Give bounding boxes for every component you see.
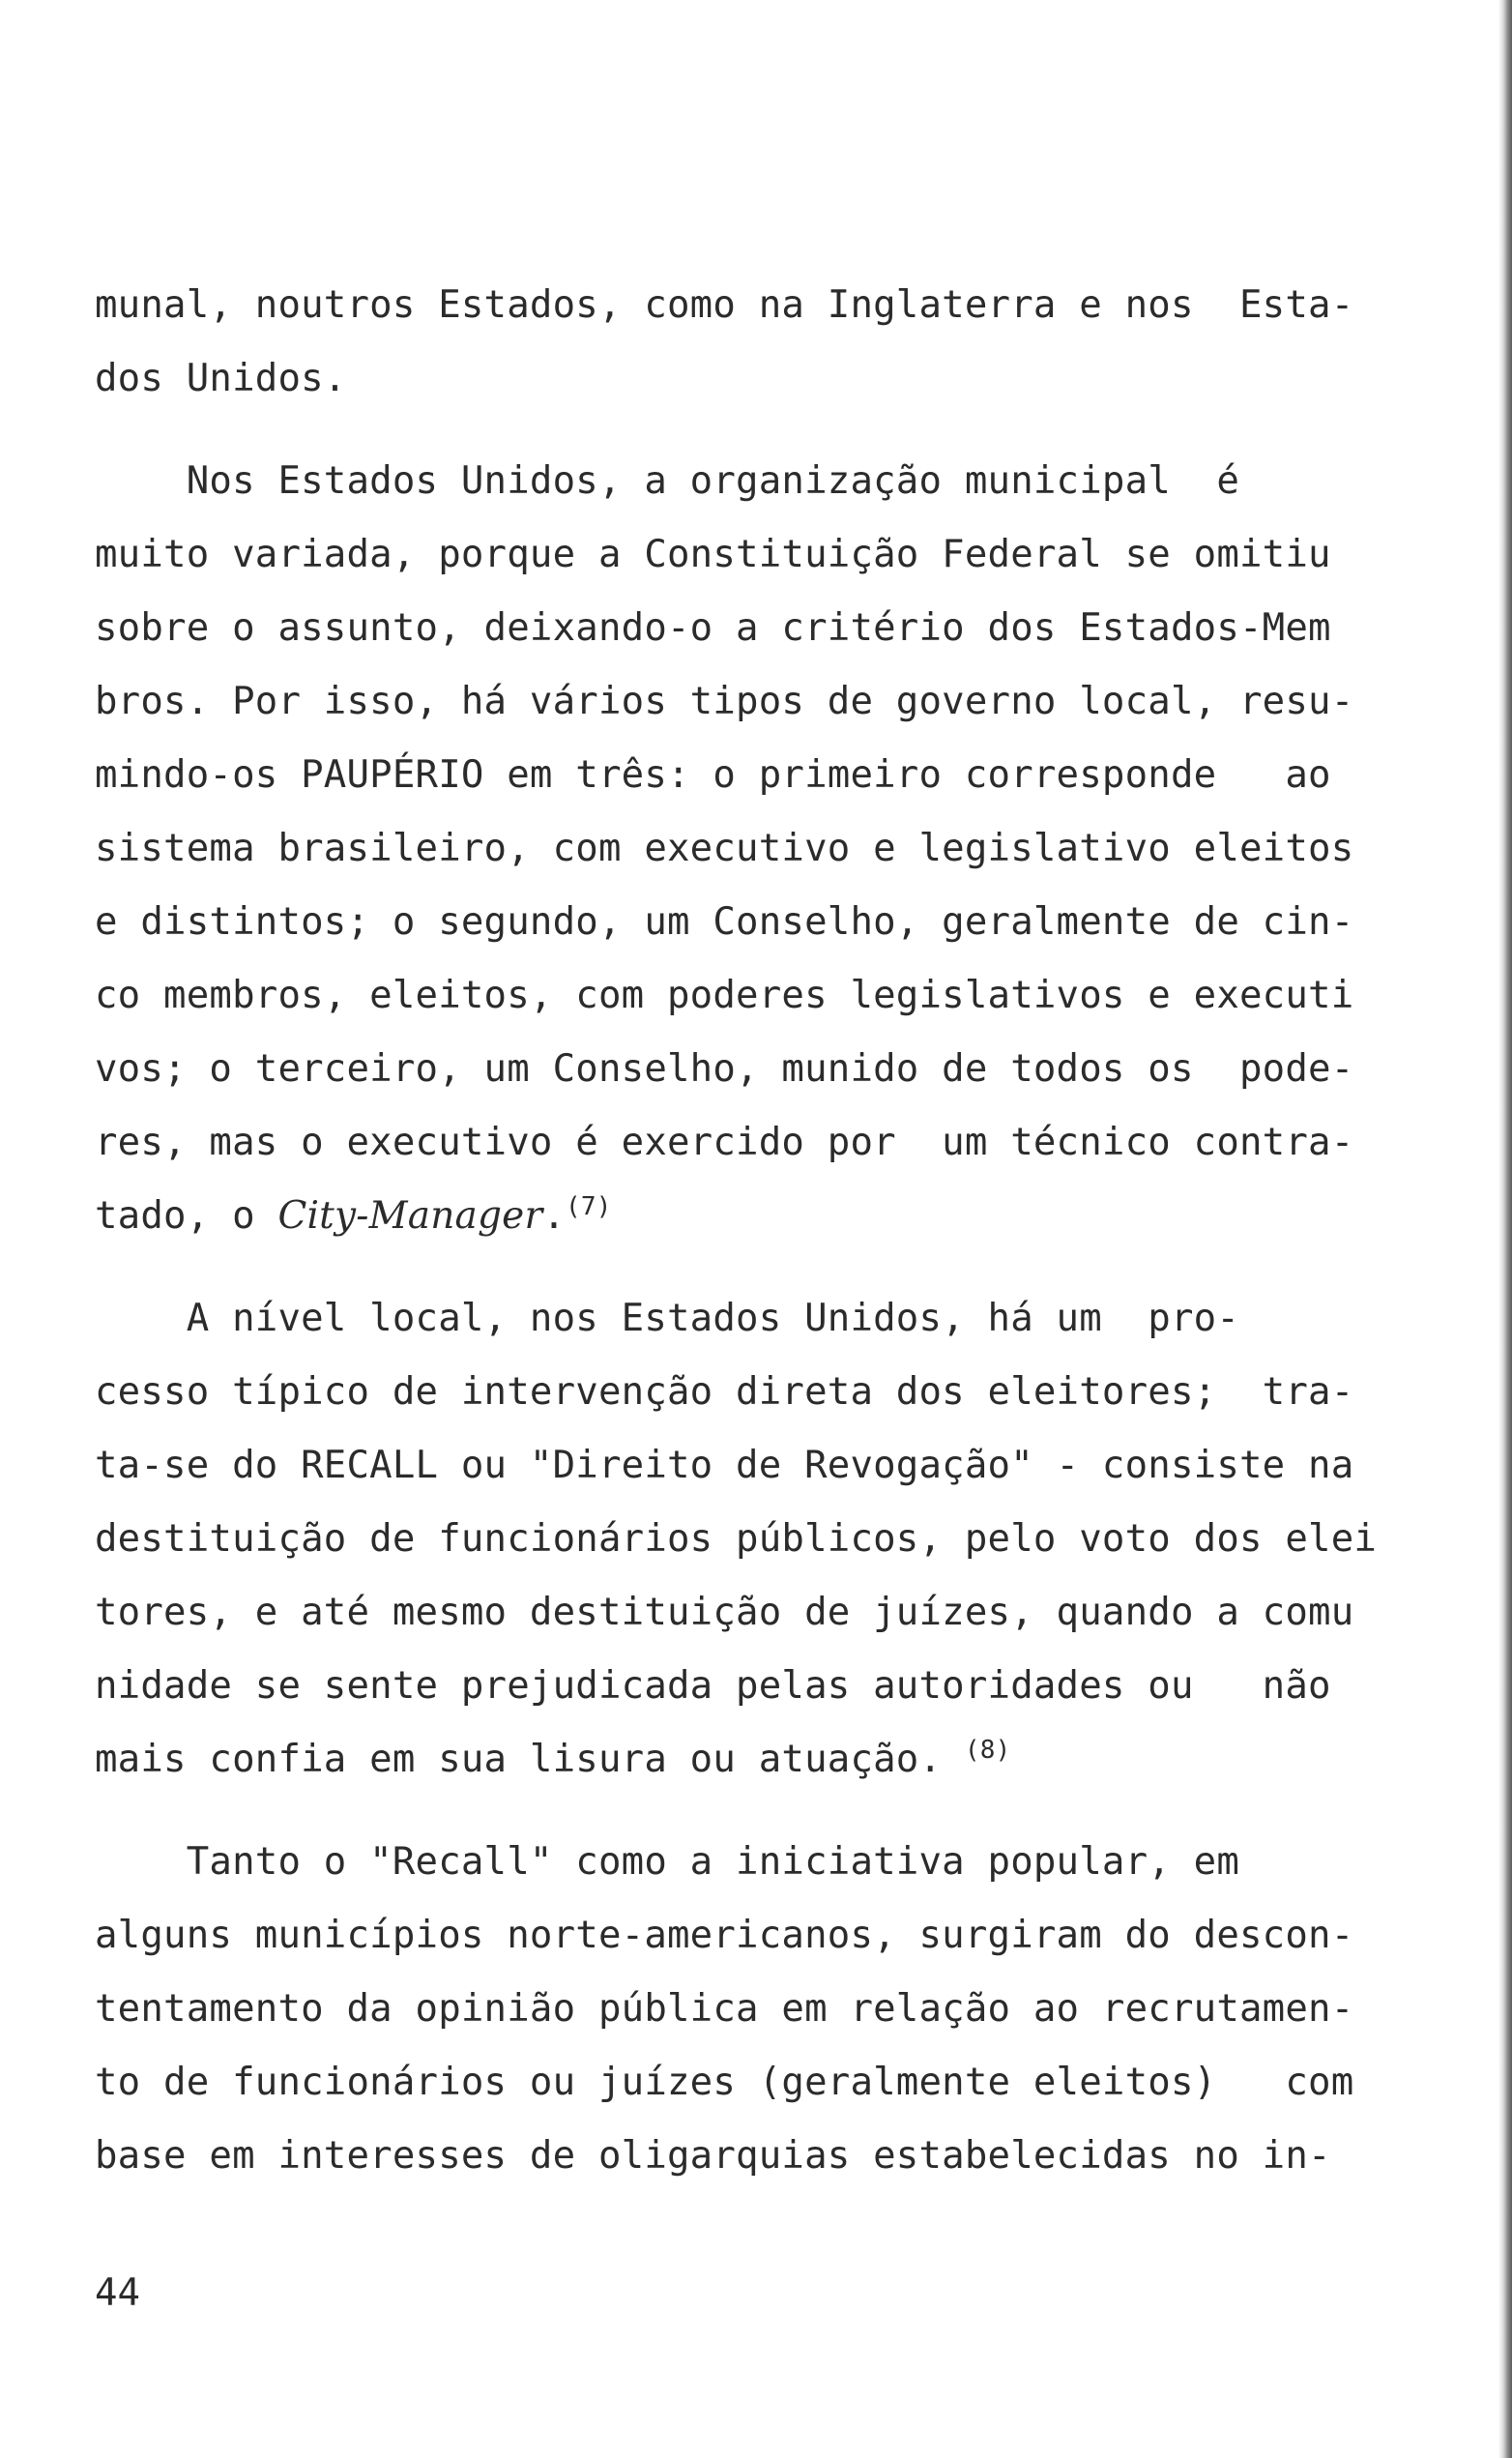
text-line: nidade se sente prejudicada pelas autoridades ou não	[95, 1664, 1331, 1708]
page-number: 44	[95, 2271, 140, 2315]
text-line: sistema brasileiro, com executivo e legislativo eleitos	[95, 827, 1354, 870]
text-segment: tado, o	[95, 1194, 278, 1238]
footnote-reference: (8)	[964, 1736, 1011, 1765]
paragraph-3	[95, 1282, 1448, 1797]
text-line: ta-se do RECALL ou "Direito de Revogação" - consiste na	[95, 1444, 1354, 1487]
text-line: muito variada, porque a Constituição Federal se omitiu	[95, 533, 1331, 576]
text-line: cesso típico de intervenção direta dos eleitores; tra-	[95, 1370, 1354, 1414]
paragraph-4	[95, 1826, 1448, 2193]
page-binding-edge	[1498, 0, 1512, 2458]
text-line: tores, e até mesmo destituição de juízes, quando a comu	[95, 1591, 1354, 1634]
text-line: bros. Por isso, há vários tipos de governo local, resu-	[95, 680, 1354, 723]
text-line: co membros, eleitos, com poderes legislativos e executi	[95, 974, 1354, 1017]
text-line: sobre o assunto, deixando-o a critério dos Estados-Mem	[95, 606, 1331, 650]
text-line: A nível local, nos Estados Unidos, há um pro-	[95, 1297, 1239, 1340]
text-line: to de funcionários ou juízes (geralmente eleitos) com	[95, 2061, 1354, 2104]
text-line: vos; o terceiro, um Conselho, munido de todos os pode-	[95, 1047, 1354, 1091]
paragraph-1	[95, 269, 1448, 416]
text-line: alguns municípios norte-americanos, surgiram do descon-	[95, 1914, 1354, 1957]
paragraph-2	[95, 445, 1448, 1253]
text-line: dos Unidos.	[95, 357, 347, 400]
text-line: destituição de funcionários públicos, pelo voto dos elei	[95, 1517, 1378, 1561]
italic-term: City-Manager	[277, 1194, 543, 1238]
text-line: Nos Estados Unidos, a organização municipal é	[95, 459, 1239, 503]
body-text	[95, 269, 1448, 2193]
text-segment: mais confia em sua lisura ou atuação.	[95, 1738, 943, 1781]
text-segment: .	[542, 1194, 566, 1238]
text-line: res, mas o executivo é exercido por um técnico contra-	[95, 1121, 1354, 1164]
text-line: tentamento da opinião pública em relação ao recrutamen-	[95, 1987, 1354, 2031]
text-line	[95, 1180, 1448, 1253]
text-line: Tanto o "Recall" como a iniciativa popular, em	[95, 1840, 1239, 1884]
text-line: munal, noutros Estados, como na Inglaterra e nos Esta-	[95, 283, 1354, 327]
text-line: mindo-os PAUPÉRIO em três: o primeiro corresponde ao	[95, 753, 1331, 797]
footnote-reference: (7)	[565, 1192, 612, 1221]
text-line	[95, 1723, 1448, 1797]
text-line: base em interesses de oligarquias estabelecidas no in-	[95, 2134, 1331, 2178]
text-line: e distintos; o segundo, um Conselho, geralmente de cin-	[95, 900, 1354, 944]
